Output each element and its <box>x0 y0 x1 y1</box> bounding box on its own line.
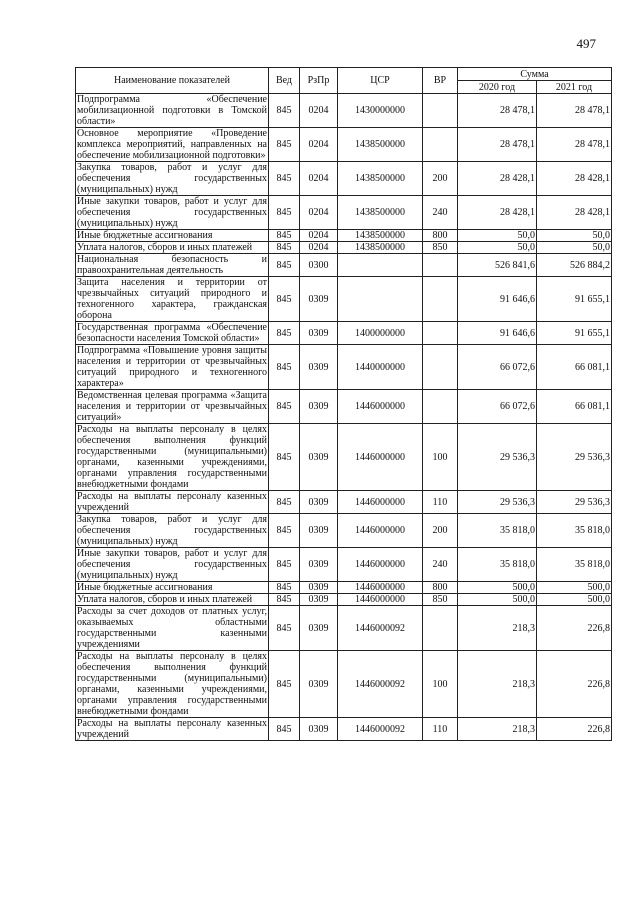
cell-sum-2020: 29 536,3 <box>458 491 537 514</box>
cell-ved: 845 <box>269 128 300 162</box>
cell-name: Ведомственная целевая программа «Защита населения и территории от чрезвычайных ситуаций» <box>77 390 267 423</box>
cell-csr: 1438500000 <box>338 128 423 162</box>
cell-name: Расходы на выплаты персоналу казенных учреждений <box>77 491 267 513</box>
cell-name: Уплата налогов, сборов и иных платежей <box>76 242 269 254</box>
cell-vr: 240 <box>423 548 458 582</box>
cell-vr: 200 <box>423 162 458 196</box>
cell-vr <box>423 390 458 424</box>
cell-sum-2021: 226,8 <box>537 651 612 718</box>
cell-name: Расходы на выплаты персоналу в целях обеспечения выполнения функций государственными (муниципальными) органами, казенными учреждениями, органами управления государственными внебюджетными фондами <box>77 424 267 490</box>
budget-table <box>75 67 612 741</box>
cell-name: Иные закупки товаров, работ и услуг для обеспечения государственных (муниципальных) нужд <box>77 196 267 229</box>
cell-csr: 1446000000 <box>338 548 423 582</box>
cell-name: Иные закупки товаров, работ и услуг для обеспечения государственных (муниципальных) нужд <box>77 548 267 581</box>
cell-name: Расходы на выплаты персоналу в целях обеспечения выполнения функций государственными (муниципальными) органами, казенными учреждениями, органами управления государственными внебюджетными фондами <box>77 651 267 717</box>
cell-ved: 845 <box>269 514 300 548</box>
table-row <box>76 128 612 162</box>
cell-vr: 800 <box>423 230 458 242</box>
header-2021: 2021 год <box>537 81 612 94</box>
table-row <box>76 424 612 491</box>
table-row <box>76 514 612 548</box>
cell-ved: 845 <box>269 322 300 345</box>
cell-rzpr: 0204 <box>300 162 338 196</box>
cell-sum-2021: 500,0 <box>537 594 612 606</box>
cell-vr: 850 <box>423 242 458 254</box>
cell-sum-2021: 29 536,3 <box>537 424 612 491</box>
cell-csr: 1438500000 <box>338 196 423 230</box>
cell-rzpr: 0204 <box>300 230 338 242</box>
cell-rzpr: 0309 <box>300 277 338 322</box>
cell-ved: 845 <box>269 242 300 254</box>
cell-name: Расходы на выплаты персоналу казенных учреждений <box>77 718 267 740</box>
cell-rzpr: 0309 <box>300 594 338 606</box>
cell-ved: 845 <box>269 196 300 230</box>
cell-ved: 845 <box>269 424 300 491</box>
cell-sum-2021: 28 478,1 <box>537 128 612 162</box>
cell-sum-2021: 226,8 <box>537 718 612 741</box>
cell-sum-2020: 28 428,1 <box>458 162 537 196</box>
cell-csr: 1438500000 <box>338 162 423 196</box>
cell-sum-2021: 50,0 <box>537 230 612 242</box>
table-row <box>76 345 612 390</box>
cell-rzpr: 0204 <box>300 242 338 254</box>
cell-name: Подпрограмма «Обеспечение мобилизационной подготовки в Томской области» <box>77 94 267 127</box>
cell-name: Уплата налогов, сборов и иных платежей <box>76 594 269 606</box>
cell-ved: 845 <box>269 582 300 594</box>
cell-csr: 1438500000 <box>338 230 423 242</box>
cell-name: Закупка товаров, работ и услуг для обеспечения государственных (муниципальных) нужд <box>77 162 267 195</box>
cell-rzpr: 0300 <box>300 254 338 277</box>
cell-vr <box>423 345 458 390</box>
table-row <box>76 651 612 718</box>
cell-sum-2020: 66 072,6 <box>458 390 537 424</box>
cell-sum-2021: 91 655,1 <box>537 277 612 322</box>
cell-rzpr: 0309 <box>300 322 338 345</box>
cell-ved: 845 <box>269 254 300 277</box>
cell-vr: 110 <box>423 491 458 514</box>
cell-sum-2020: 526 841,6 <box>458 254 537 277</box>
cell-vr <box>423 277 458 322</box>
cell-sum-2020: 29 536,3 <box>458 424 537 491</box>
table-row <box>76 548 612 582</box>
cell-vr: 100 <box>423 424 458 491</box>
cell-vr: 100 <box>423 651 458 718</box>
header-rzpr: РзПр <box>300 68 338 94</box>
cell-sum-2021: 35 818,0 <box>537 548 612 582</box>
cell-ved: 845 <box>269 651 300 718</box>
cell-vr <box>423 254 458 277</box>
cell-name: Иные бюджетные ассигнования <box>76 230 269 242</box>
cell-sum-2021: 66 081,1 <box>537 390 612 424</box>
cell-sum-2020: 35 818,0 <box>458 514 537 548</box>
cell-csr: 1446000092 <box>338 606 423 651</box>
cell-sum-2021: 526 884,2 <box>537 254 612 277</box>
table-row <box>76 390 612 424</box>
table-row <box>76 582 612 594</box>
cell-sum-2020: 91 646,6 <box>458 277 537 322</box>
cell-sum-2021: 28 428,1 <box>537 196 612 230</box>
cell-sum-2021: 226,8 <box>537 606 612 651</box>
cell-name: Национальная безопасность и правоохранительная деятельность <box>77 254 267 276</box>
cell-sum-2020: 28 428,1 <box>458 196 537 230</box>
cell-sum-2021: 35 818,0 <box>537 514 612 548</box>
cell-csr: 1440000000 <box>338 345 423 390</box>
cell-rzpr: 0309 <box>300 390 338 424</box>
table-row <box>76 277 612 322</box>
cell-csr: 1438500000 <box>338 242 423 254</box>
cell-rzpr: 0309 <box>300 548 338 582</box>
cell-csr: 1446000000 <box>338 594 423 606</box>
cell-sum-2021: 500,0 <box>537 582 612 594</box>
table-header <box>76 68 612 94</box>
cell-csr: 1446000092 <box>338 718 423 741</box>
cell-sum-2020: 35 818,0 <box>458 548 537 582</box>
cell-vr: 850 <box>423 594 458 606</box>
cell-ved: 845 <box>269 94 300 128</box>
header-2020: 2020 год <box>458 81 537 94</box>
cell-rzpr: 0309 <box>300 582 338 594</box>
cell-csr: 1430000000 <box>338 94 423 128</box>
cell-sum-2020: 66 072,6 <box>458 345 537 390</box>
cell-rzpr: 0309 <box>300 424 338 491</box>
cell-name: Закупка товаров, работ и услуг для обеспечения государственных (муниципальных) нужд <box>77 514 267 547</box>
cell-sum-2021: 50,0 <box>537 242 612 254</box>
cell-vr <box>423 94 458 128</box>
header-sum: Сумма <box>458 68 612 81</box>
cell-rzpr: 0309 <box>300 345 338 390</box>
cell-vr <box>423 606 458 651</box>
cell-ved: 845 <box>269 345 300 390</box>
table-row <box>76 162 612 196</box>
cell-vr: 240 <box>423 196 458 230</box>
table-row <box>76 94 612 128</box>
cell-csr <box>338 277 423 322</box>
cell-sum-2021: 91 655,1 <box>537 322 612 345</box>
table-row <box>76 242 612 254</box>
cell-ved: 845 <box>269 718 300 741</box>
cell-rzpr: 0309 <box>300 491 338 514</box>
cell-csr: 1400000000 <box>338 322 423 345</box>
cell-sum-2020: 500,0 <box>458 582 537 594</box>
table-row <box>76 594 612 606</box>
cell-sum-2021: 29 536,3 <box>537 491 612 514</box>
cell-sum-2020: 28 478,1 <box>458 128 537 162</box>
header-name: Наименование показателей <box>76 68 269 94</box>
table-row <box>76 254 612 277</box>
cell-ved: 845 <box>269 594 300 606</box>
cell-ved: 845 <box>269 277 300 322</box>
table-body <box>76 94 612 741</box>
cell-csr: 1446000000 <box>338 390 423 424</box>
cell-csr <box>338 254 423 277</box>
cell-ved: 845 <box>269 548 300 582</box>
cell-rzpr: 0309 <box>300 514 338 548</box>
cell-sum-2020: 91 646,6 <box>458 322 537 345</box>
cell-csr: 1446000000 <box>338 514 423 548</box>
cell-vr <box>423 128 458 162</box>
cell-sum-2020: 50,0 <box>458 242 537 254</box>
header-vr: ВР <box>423 68 458 94</box>
table-row <box>76 196 612 230</box>
cell-sum-2020: 218,3 <box>458 718 537 741</box>
cell-ved: 845 <box>269 230 300 242</box>
cell-vr <box>423 322 458 345</box>
table-row <box>76 491 612 514</box>
cell-rzpr: 0204 <box>300 94 338 128</box>
cell-sum-2020: 28 478,1 <box>458 94 537 128</box>
cell-rzpr: 0204 <box>300 128 338 162</box>
cell-rzpr: 0309 <box>300 606 338 651</box>
cell-sum-2020: 50,0 <box>458 230 537 242</box>
cell-rzpr: 0309 <box>300 651 338 718</box>
table-row <box>76 718 612 741</box>
header-csr: ЦСР <box>338 68 423 94</box>
cell-csr: 1446000000 <box>338 582 423 594</box>
cell-name: Основное мероприятие «Проведение комплекса мероприятий, направленных на обеспечение мобилизационной подготовки» <box>77 128 267 161</box>
cell-sum-2020: 500,0 <box>458 594 537 606</box>
cell-name: Защита населения и территории от чрезвычайных ситуаций природного и техногенного характера, гражданская оборона <box>77 277 267 321</box>
cell-name: Расходы за счет доходов от платных услуг, оказываемых областными государственными казенными учреждениями <box>77 606 267 650</box>
cell-vr: 800 <box>423 582 458 594</box>
cell-rzpr: 0309 <box>300 718 338 741</box>
cell-vr: 110 <box>423 718 458 741</box>
cell-name: Подпрограмма «Повышение уровня защиты населения и территории от чрезвычайных ситуаций природного и техногенного характера» <box>77 345 267 389</box>
cell-sum-2020: 218,3 <box>458 606 537 651</box>
cell-csr: 1446000000 <box>338 424 423 491</box>
cell-vr: 200 <box>423 514 458 548</box>
table-row <box>76 606 612 651</box>
cell-sum-2021: 66 081,1 <box>537 345 612 390</box>
cell-csr: 1446000000 <box>338 491 423 514</box>
cell-ved: 845 <box>269 606 300 651</box>
header-ved: Вед <box>269 68 300 94</box>
cell-name: Государственная программа «Обеспечение безопасности населения Томской области» <box>77 322 267 344</box>
cell-ved: 845 <box>269 390 300 424</box>
cell-sum-2021: 28 478,1 <box>537 94 612 128</box>
table-row <box>76 230 612 242</box>
cell-ved: 845 <box>269 162 300 196</box>
page-number: 497 <box>576 36 596 51</box>
cell-sum-2021: 28 428,1 <box>537 162 612 196</box>
cell-sum-2020: 218,3 <box>458 651 537 718</box>
cell-name: Иные бюджетные ассигнования <box>76 582 269 594</box>
cell-csr: 1446000092 <box>338 651 423 718</box>
table-row <box>76 322 612 345</box>
cell-ved: 845 <box>269 491 300 514</box>
cell-rzpr: 0204 <box>300 196 338 230</box>
